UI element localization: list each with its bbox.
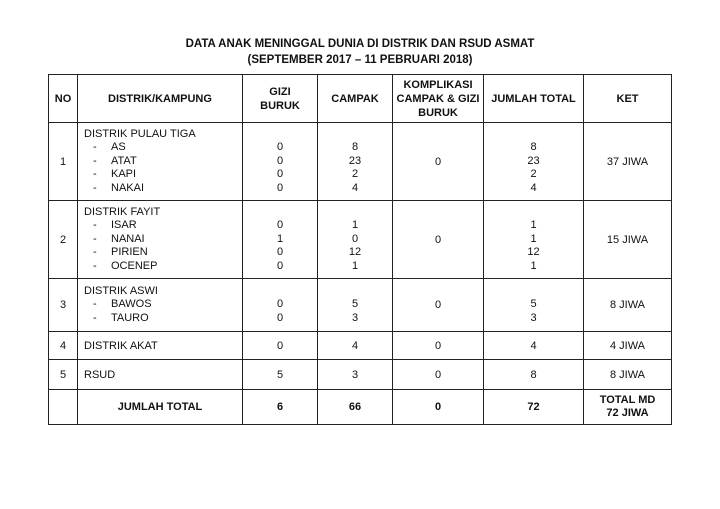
kampung-name: OCENEP xyxy=(111,259,158,272)
ket-cell: 8 JIWA xyxy=(584,279,672,332)
total-campak: 66 xyxy=(318,390,393,425)
komplikasi-cell: 0 xyxy=(393,201,484,279)
gizi-cell: 0 0 xyxy=(243,279,318,332)
distrik-cell: RSUD xyxy=(78,360,243,390)
header-row xyxy=(49,75,672,123)
document-title: DATA ANAK MENINGGAL DUNIA DI DISTRIK DAN RSUD ASMAT xyxy=(185,38,535,50)
distrik-cell: DISTRIK AKAT xyxy=(78,332,243,360)
row-no: 4 xyxy=(49,332,78,360)
distrik-name: DISTRIK FAYIT xyxy=(84,206,161,219)
table-row xyxy=(49,360,672,390)
header-campak: CAMPAK xyxy=(318,75,393,123)
total-label: JUMLAH TOTAL xyxy=(78,390,243,425)
gizi-cell: 0 0 0 0 xyxy=(243,123,318,201)
kampung-name: ISAR xyxy=(111,219,137,232)
row-no: 1 xyxy=(49,123,78,201)
total-row xyxy=(49,390,672,425)
kampung-name: KAPI xyxy=(111,168,137,181)
table-row xyxy=(49,201,672,279)
header-ket: KET xyxy=(584,75,672,123)
ket-cell: 15 JIWA xyxy=(584,201,672,279)
komplikasi-cell: 0 xyxy=(393,279,484,332)
distrik-name: DISTRIK ASWI xyxy=(84,284,158,297)
gizi-cell: 0 1 0 0 xyxy=(243,201,318,279)
distrik-name: DISTRIK PULAU TIGA xyxy=(84,128,196,141)
header-no: NO xyxy=(49,75,78,123)
total-ket: TOTAL MD 72 JIWA xyxy=(584,390,672,425)
kampung-name: NAKAI xyxy=(111,181,145,194)
kampung-name: BAWOS xyxy=(111,298,152,311)
jumlah-cell: 1 1 12 1 xyxy=(484,201,584,279)
distrik-cell: DISTRIK FAYIT - ISAR - NANAI - PIRIEN - OCENEP xyxy=(78,201,243,279)
kampung-name: ATAT xyxy=(111,154,137,167)
row-no: 3 xyxy=(49,279,78,332)
komplikasi-cell: 0 xyxy=(393,123,484,201)
header-gizi-buruk: GIZI BURUK xyxy=(243,75,318,123)
jumlah-cell: 4 xyxy=(484,332,584,360)
total-gizi: 6 xyxy=(243,390,318,425)
total-no-cell xyxy=(49,390,78,425)
komplikasi-cell: 0 xyxy=(393,360,484,390)
kampung-name: AS xyxy=(111,141,126,154)
jumlah-cell: 8 xyxy=(484,360,584,390)
kampung-name: NANAI xyxy=(111,232,145,245)
kampung-name: TAURO xyxy=(111,311,149,324)
table-row xyxy=(49,123,672,201)
data-table xyxy=(48,74,672,425)
gizi-cell: 0 xyxy=(243,332,318,360)
row-no: 2 xyxy=(49,201,78,279)
komplikasi-cell: 0 xyxy=(393,332,484,360)
table-row xyxy=(49,279,672,332)
jumlah-cell: 8 23 2 4 xyxy=(484,123,584,201)
kampung-name: PIRIEN xyxy=(111,246,148,259)
distrik-cell: DISTRIK PULAU TIGA - AS - ATAT - KAPI - NAKAI xyxy=(78,123,243,201)
ket-cell: 8 JIWA xyxy=(584,360,672,390)
header-jumlah-total: JUMLAH TOTAL xyxy=(484,75,584,123)
header-distrik: DISTRIK/KAMPUNG xyxy=(78,75,243,123)
campak-cell: 8 23 2 4 xyxy=(318,123,393,201)
campak-cell: 5 3 xyxy=(318,279,393,332)
header-komplikasi: KOMPLIKASI CAMPAK & GIZI BURUK xyxy=(393,75,484,123)
campak-cell: 4 xyxy=(318,332,393,360)
ket-cell: 37 JIWA xyxy=(584,123,672,201)
table-row xyxy=(49,332,672,360)
gizi-cell: 5 xyxy=(243,360,318,390)
ket-cell: 4 JIWA xyxy=(584,332,672,360)
jumlah-cell: 5 3 xyxy=(484,279,584,332)
total-komplikasi: 0 xyxy=(393,390,484,425)
document-subtitle: (SEPTEMBER 2017 – 11 PEBRUARI 2018) xyxy=(247,54,473,66)
row-no: 5 xyxy=(49,360,78,390)
distrik-cell: DISTRIK ASWI - BAWOS - TAURO xyxy=(78,279,243,332)
total-jumlah: 72 xyxy=(484,390,584,425)
campak-cell: 3 xyxy=(318,360,393,390)
campak-cell: 1 0 12 1 xyxy=(318,201,393,279)
